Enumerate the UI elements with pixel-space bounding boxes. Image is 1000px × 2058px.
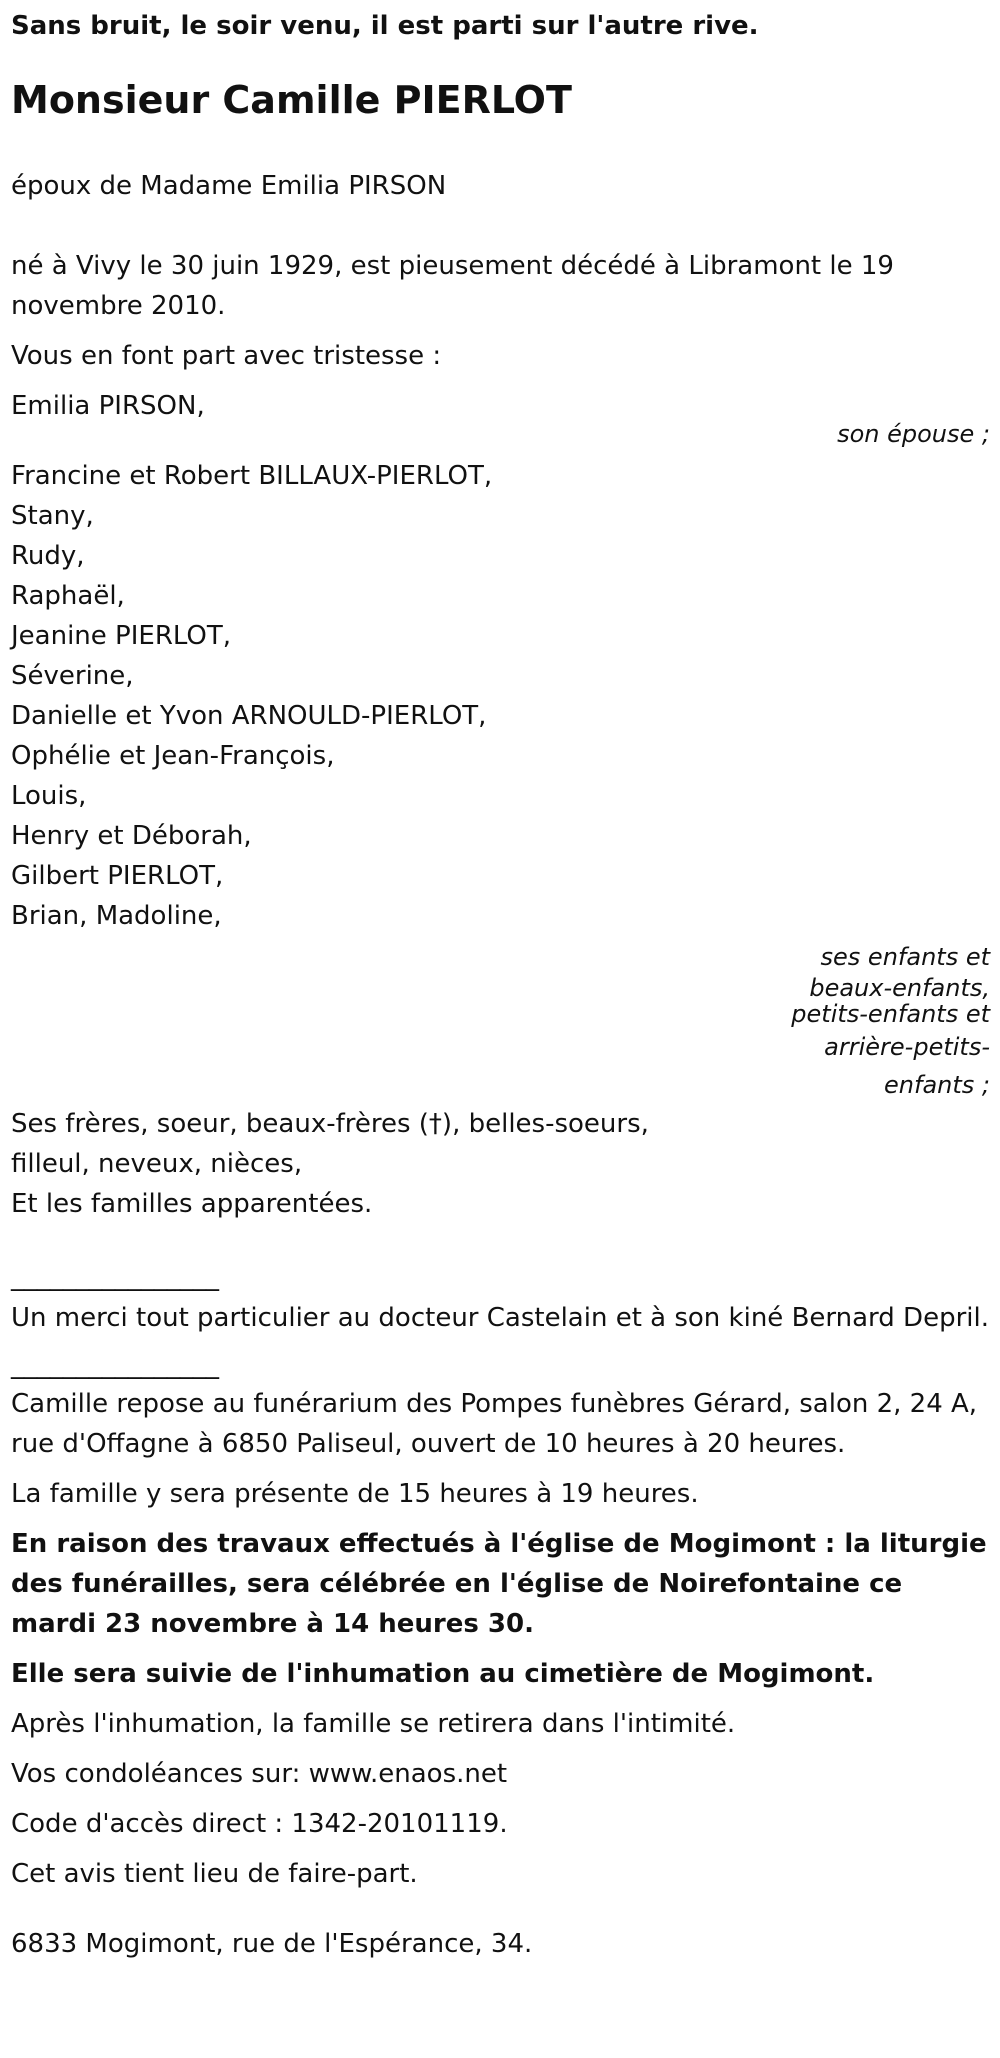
family-role-line: petits-enfants et <box>791 1000 990 1028</box>
access-code-text: Code d'accès direct : 1342-20101119. <box>11 1809 508 1839</box>
address-text: 6833 Mogimont, rue de l'Espérance, 34. <box>11 1929 533 1959</box>
thanks-text: Un merci tout particulier au docteur Castelain et à son kiné Bernard Depril. <box>11 1303 989 1333</box>
family-presence-text: La famille y sera présente de 15 heures à 19 heures. <box>11 1479 699 1509</box>
birth-death-text: né à Vivy le 30 juin 1929, est pieusement décédé à Libramont le 19 novembre 2010. <box>11 251 894 321</box>
list-item: Danielle et Yvon ARNOULD-PIERLOT, <box>11 701 487 731</box>
list-item: Francine et Robert BILLAUX-PIERLOT, <box>11 461 493 491</box>
family-role <box>11 938 990 1104</box>
list-item: Raphaël, <box>11 581 125 611</box>
liturgy-text: En raison des travaux effectués à l'église de Mogimont : la liturgie des funérailles, sera célébrée en l'église de Noirefontaine ce mardi 23 novembre à 14 heures 30. <box>11 1529 987 1639</box>
spouse-role: son épouse ; <box>837 420 990 448</box>
list-item: Ophélie et Jean-François, <box>11 741 335 771</box>
list-item: Gilbert PIERLOT, <box>11 861 224 891</box>
family-role-line: ses enfants et <box>820 943 990 971</box>
notice-text: Cet avis tient lieu de faire-part. <box>11 1859 418 1889</box>
list-item: Jeanine PIERLOT, <box>11 621 232 651</box>
relatives-line: Et les familles apparentées. <box>11 1189 373 1219</box>
funeral-home-text: Camille repose au funérarium des Pompes funèbres Gérard, salon 2, 24 A, rue d'Offagne à 6850 Paliseul, ouvert de 10 heures à 20 heures. <box>11 1389 978 1459</box>
list-item: Brian, Madoline, <box>11 901 222 931</box>
burial-text: Elle sera suivie de l'inhumation au cimetière de Mogimont. <box>11 1659 875 1689</box>
condolences-text: Vos condoléances sur: www.enaos.net <box>11 1759 508 1789</box>
announce-text: Vous en font part avec tristesse : <box>11 341 442 371</box>
separator-line: ________________ <box>11 1350 219 1380</box>
relatives <box>11 1104 990 1224</box>
list-item: Stany, <box>11 501 94 531</box>
list-item: Rudy, <box>11 541 85 571</box>
relatives-line: filleul, neveux, nièces, <box>11 1149 303 1179</box>
deceased-name: Monsieur Camille PIERLOT <box>11 78 572 122</box>
list-item: Louis, <box>11 781 87 811</box>
obituary-notice <box>0 6 1000 1964</box>
family-role-line: beaux-enfants, <box>809 974 990 1002</box>
relatives-line: Ses frères, soeur, beaux-frères (†), belles-soeurs, <box>11 1109 649 1139</box>
after-burial-text: Après l'inhumation, la famille se retirera dans l'intimité. <box>11 1709 736 1739</box>
spouse-name: Emilia PIRSON, <box>11 391 205 421</box>
spouse-line: époux de Madame Emilia PIRSON <box>11 171 447 201</box>
list-item: Séverine, <box>11 661 134 691</box>
family-list <box>11 456 990 936</box>
list-item: Henry et Déborah, <box>11 821 252 851</box>
family-role-line: enfants ; <box>884 1071 990 1099</box>
separator-line: ________________ <box>11 1262 219 1292</box>
motto: Sans bruit, le soir venu, il est parti sur l'autre rive. <box>11 11 759 41</box>
family-role-line: arrière-petits- <box>824 1033 990 1061</box>
